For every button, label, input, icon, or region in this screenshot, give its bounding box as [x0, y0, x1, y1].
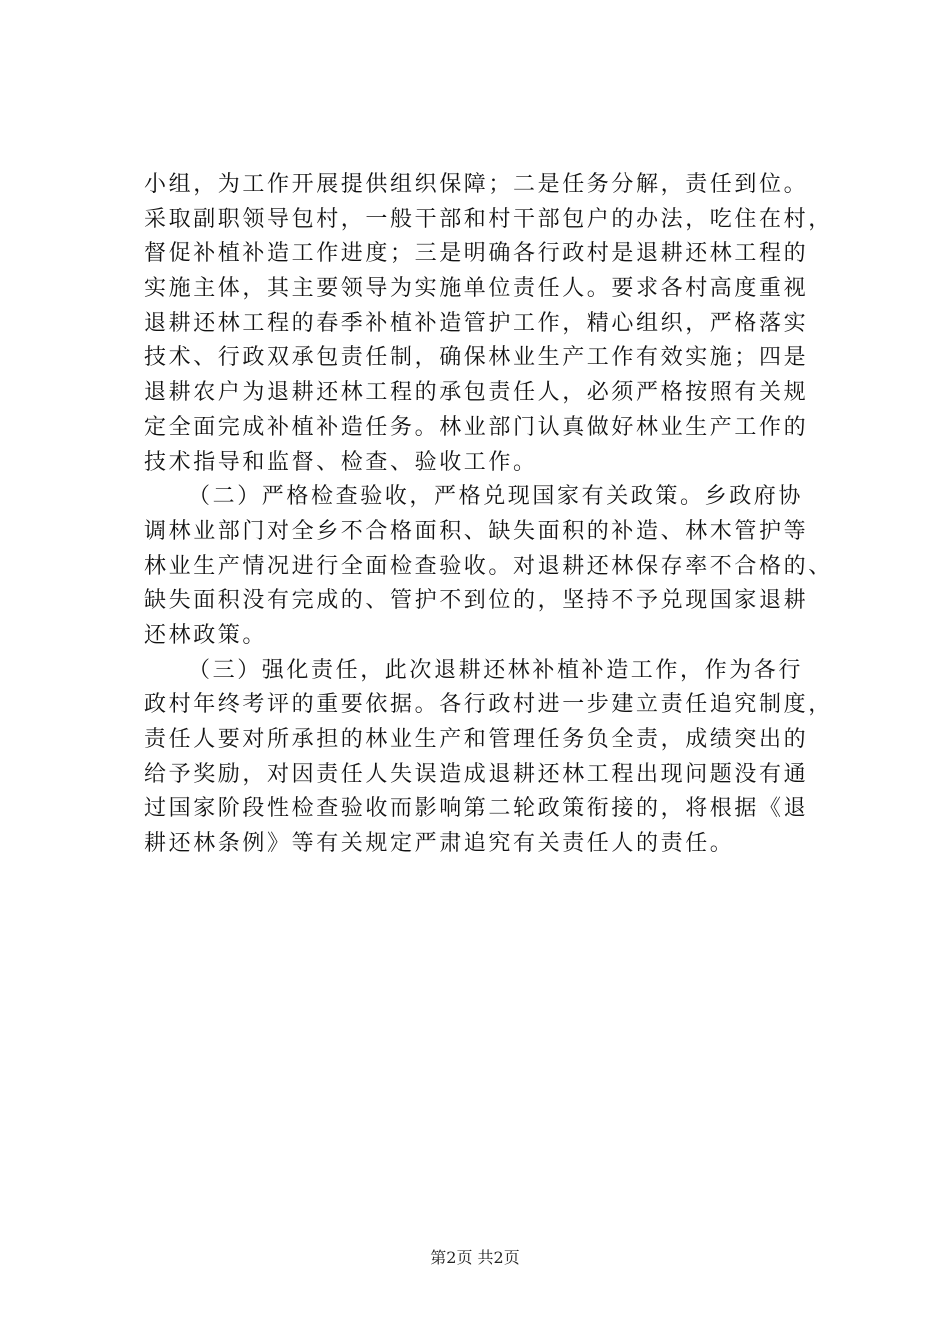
text-line: 技术指导和监督、检查、验收工作。	[144, 449, 538, 475]
text-line: 调林业部门对全乡不合格面积、缺失面积的补造、林木管护等	[144, 518, 809, 544]
section-heading-line: （二）严格检查验收，严格兑现国家有关政策。乡政府协	[188, 484, 804, 510]
text-line: 缺失面积没有完成的、管护不到位的，坚持不予兑现国家退耕	[144, 588, 809, 614]
section-heading-line: （三）强化责任，此次退耕还林补植补造工作，作为各行	[188, 657, 804, 683]
text-line: 实施主体，其主要领导为实施单位责任人。要求各村高度重视	[144, 276, 809, 302]
text-line: 小组，为工作开展提供组织保障；二是任务分解，责任到位。	[144, 172, 809, 197]
text-line: 过国家阶段性检查验收而影响第二轮政策衔接的，将根据《退	[144, 796, 809, 822]
text-line: 督促补植补造工作进度；三是明确各行政村是退耕还林工程的	[144, 241, 809, 267]
document-body	[144, 168, 844, 862]
text-line: 还林政策。	[144, 622, 268, 648]
text-line: 技术、行政双承包责任制，确保林业生产工作有效实施；四是	[144, 345, 809, 371]
text-line: 责任人要对所承担的林业生产和管理任务负全责，成绩突出的	[144, 727, 809, 752]
text-line: 定全面完成补植补造任务。林业部门认真做好林业生产工作的	[144, 414, 809, 440]
text-line: 采取副职领导包村，一般干部和村干部包户的办法，吃住在村，	[144, 206, 833, 232]
page-number-footer: 第2页 共2页	[430, 1248, 520, 1267]
text-line: 政村年终考评的重要依据。各行政村进一步建立责任追究制度，	[144, 692, 833, 718]
text-line: 退耕农户为退耕还林工程的承包责任人，必须严格按照有关规	[144, 380, 809, 406]
text-line: 退耕还林工程的春季补植补造管护工作，精心组织，严格落实	[144, 310, 809, 336]
text-line: 给予奖励，对因责任人失误造成退耕还林工程出现问题没有通	[144, 761, 809, 787]
text-line: 耕还林条例》等有关规定严肃追究有关责任人的责任。	[144, 831, 735, 857]
text-line: 林业生产情况进行全面检查验收。对退耕还林保存率不合格的、	[144, 553, 833, 579]
